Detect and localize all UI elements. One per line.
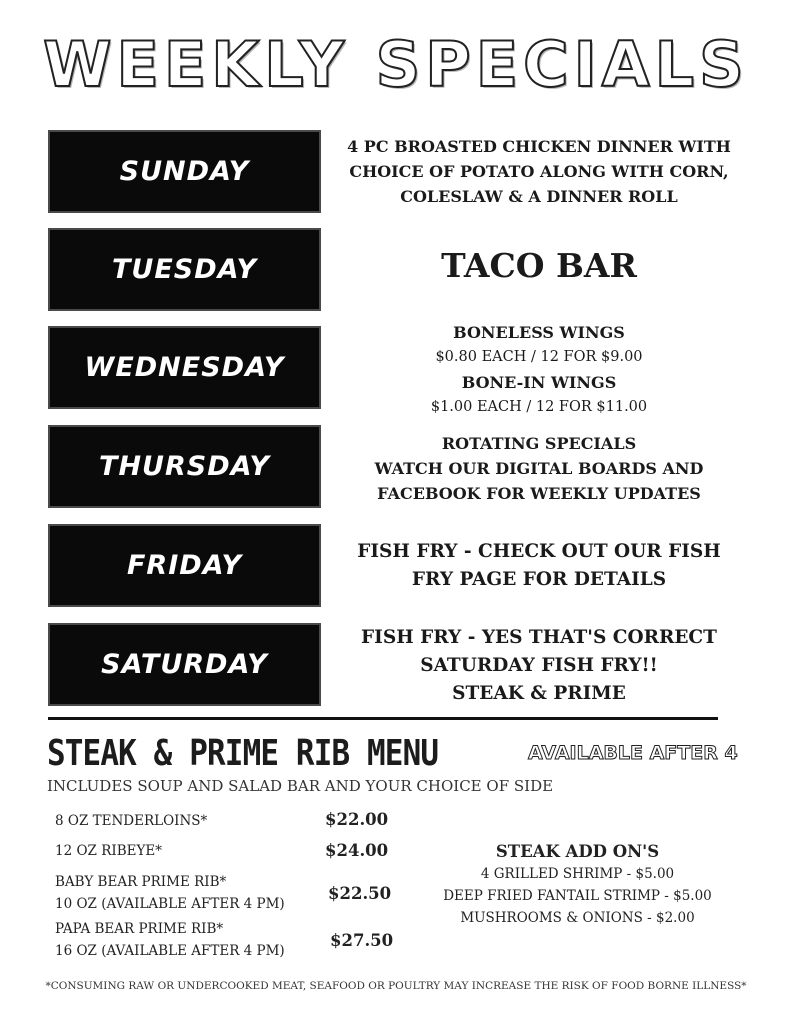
special-line: WATCH OUR DIGITAL BOARDS AND: [374, 459, 704, 478]
special-line: FACEBOOK FOR WEEKLY UPDATES: [377, 484, 701, 503]
special-line: STEAK & PRIME: [452, 683, 626, 704]
section-divider: [48, 717, 718, 720]
day-box-tuesday: [48, 228, 321, 311]
day-box-thursday: [48, 425, 321, 508]
special-line: ROTATING SPECIALS: [441, 434, 637, 453]
day-box-saturday: [48, 623, 321, 706]
menu-item-detail: 16 OZ (AVAILABLE AFTER 4 PM): [55, 943, 285, 959]
special-line: FISH FRY - YES THAT'S CORRECT: [361, 627, 717, 648]
page-title: WEEKLY SPECIALS: [43, 28, 749, 101]
menu-item-name: PAPA BEAR PRIME RIB*: [55, 921, 224, 937]
day-label-saturday: SATURDAY: [101, 649, 268, 680]
special-sunday: [340, 134, 738, 209]
addons-title: STEAK ADD ON'S: [495, 842, 660, 861]
addons: [430, 841, 725, 929]
addon-line: DEEP FRIED FANTAIL STRIMP - $5.00: [443, 888, 712, 904]
bonein-wings-price: $1.00 EACH / 12 FOR $11.00: [430, 399, 648, 415]
special-line: SATURDAY FISH FRY!!: [420, 655, 658, 676]
special-line: TACO BAR: [441, 246, 637, 285]
special-wednesday: [340, 320, 738, 420]
special-line: FRY PAGE FOR DETAILS: [411, 569, 667, 590]
addon-line: 4 GRILLED SHRIMP - $5.00: [480, 866, 675, 882]
menu-item-name: 12 OZ RIBEYE*: [55, 843, 162, 859]
day-label-thursday: THURSDAY: [99, 451, 270, 482]
special-friday: [340, 538, 738, 594]
menu-includes: INCLUDES SOUP AND SALAD BAR AND YOUR CHOICE OF SIDE: [47, 777, 554, 795]
boneless-wings-price: $0.80 EACH / 12 FOR $9.00: [435, 349, 643, 365]
bonein-wings-title: BONE-IN WINGS: [461, 373, 617, 392]
special-saturday: [340, 624, 738, 708]
special-tuesday: [340, 246, 738, 286]
menu-item-detail: 10 OZ (AVAILABLE AFTER 4 PM): [55, 896, 285, 912]
special-line: CHOICE OF POTATO ALONG WITH CORN,: [349, 162, 729, 181]
menu-item-name: 8 OZ TENDERLOINS*: [55, 813, 208, 829]
menu-item-name: BABY BEAR PRIME RIB*: [55, 874, 227, 890]
menu-availability: AVAILABLE AFTER 4: [528, 742, 738, 764]
day-label-tuesday: TUESDAY: [112, 254, 257, 285]
menu-title: STEAK & PRIME RIB MENU: [47, 733, 439, 774]
addon-line: MUSHROOMS & ONIONS - $2.00: [460, 910, 695, 926]
special-thursday: [340, 431, 738, 506]
special-line: COLESLAW & A DINNER ROLL: [400, 187, 678, 206]
day-box-sunday: [48, 130, 321, 213]
special-line: 4 PC BROASTED CHICKEN DINNER WITH: [347, 137, 731, 156]
menu-item-price: $22.00: [325, 810, 389, 829]
menu-item-price: $22.50: [328, 884, 392, 903]
day-box-wednesday: [48, 326, 321, 409]
special-line: FISH FRY - CHECK OUT OUR FISH: [357, 541, 721, 562]
day-box-friday: [48, 524, 321, 607]
day-label-sunday: SUNDAY: [119, 156, 250, 187]
menu-item-price: $27.50: [330, 931, 394, 950]
day-label-friday: FRIDAY: [126, 550, 243, 581]
boneless-wings-title: BONELESS WINGS: [453, 323, 625, 342]
footer-disclaimer: *CONSUMING RAW OR UNDERCOOKED MEAT, SEAFOOD OR POULTRY MAY INCREASE THE RISK OF FOOD BORNE ILLNESS*: [45, 980, 747, 992]
menu-item-price: $24.00: [325, 841, 389, 860]
day-label-wednesday: WEDNESDAY: [84, 352, 285, 383]
